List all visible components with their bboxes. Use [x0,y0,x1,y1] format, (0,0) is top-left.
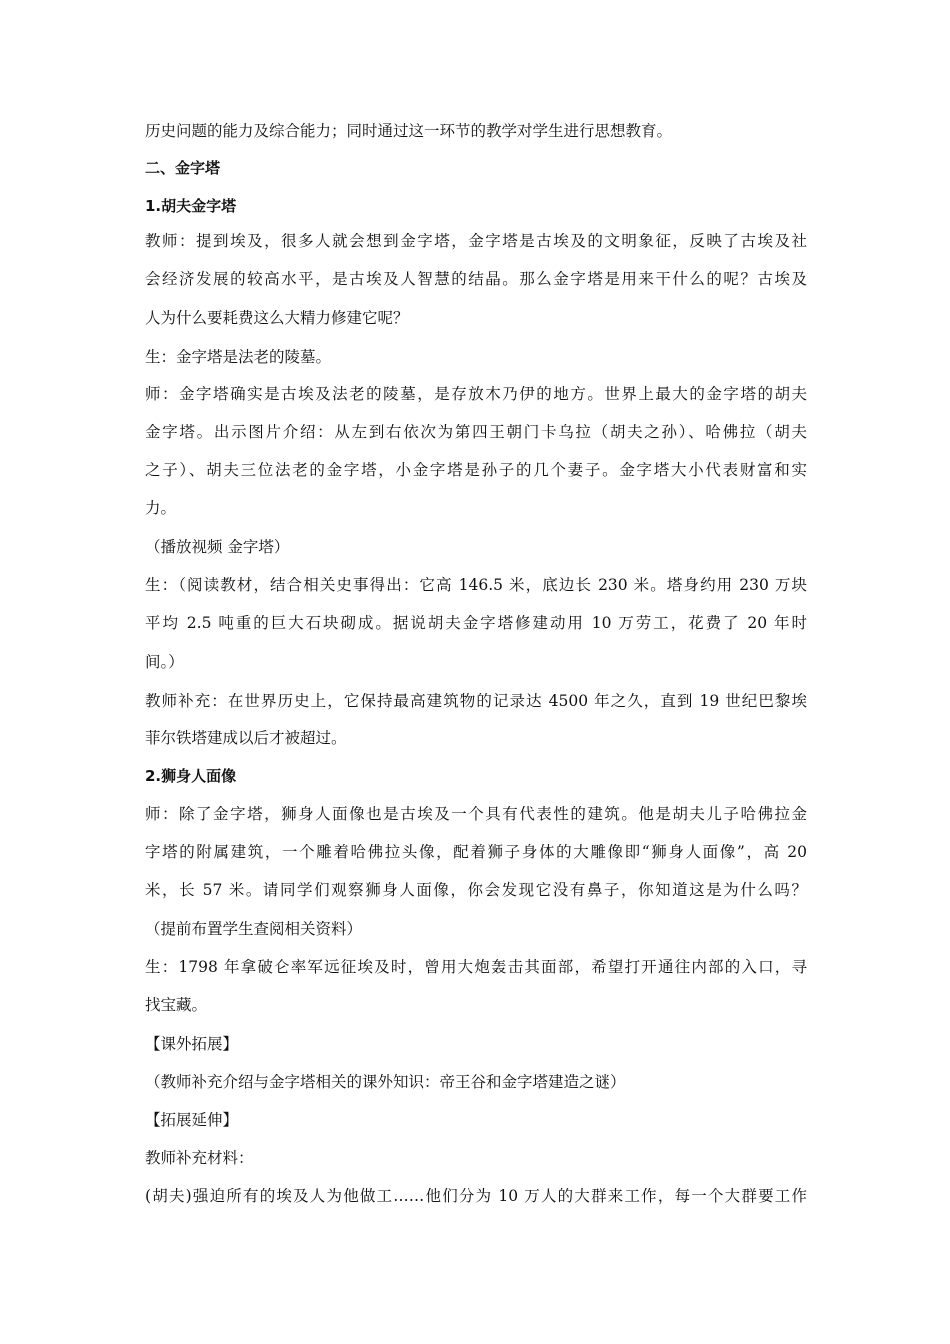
text-line: 菲尔铁塔建成以后才被超过。 [145,729,347,747]
text-line: 教师补充：在世界历史上，它保持最高建筑物的记录达 4500 年之久，直到 19 世纪巴黎埃 [145,692,807,710]
section-heading: 1.胡夫金字塔 [145,197,237,215]
text-line: 生：金字塔是法老的陵墓。 [145,348,332,366]
text-line: 找宝藏。 [145,996,208,1014]
text-line: 米，长 57 米。请同学们观察狮身人面像，你会发现它没有鼻子，你知道这是为什么吗？ [145,881,807,899]
text-line: 平均 2.5 吨重的巨大石块砌成。据说胡夫金字塔修建动用 10 万劳工，花费了 20 年时 [145,614,807,632]
text-line: 历史问题的能力及综合能力；同时通过这一环节的教学对学生进行思想教育。 [145,122,673,140]
text-line: 金字塔。出示图片介绍：从左到右依次为第四王朝门卡乌拉（胡夫之孙）、哈佛拉（胡夫 [145,423,807,441]
text-line: 教师：提到埃及，很多人就会想到金字塔，金字塔是古埃及的文明象征，反映了古埃及社 [145,232,807,250]
text-line: （播放视频 金字塔） [145,538,290,556]
text-line: 力。 [145,499,177,517]
text-line: 人为什么要耗费这么大精力修建它呢？ [145,309,409,327]
text-line: 【拓展延伸】 [145,1111,239,1129]
text-line: 【课外拓展】 [145,1035,239,1053]
text-line: 字塔的附属建筑，一个雕着哈佛拉头像，配着狮子身体的大雕像即“狮身人面像”，高 20 [145,843,807,861]
text-line: 生：1798 年拿破仑率军远征埃及时，曾用大炮轰击其面部，希望打开通往内部的入口，寻 [145,958,807,976]
text-line: (胡夫)强迫所有的埃及人为他做工……他们分为 10 万人的大群来工作，每一个大群要工作 [145,1187,807,1205]
text-line: 生：（阅读教材，结合相关史事得出：它高 146.5 米，底边长 230 米。塔身约用 230 万块 [145,576,807,594]
text-line: 师：金字塔确实是古埃及法老的陵墓，是存放木乃伊的地方。世界上最大的金字塔的胡夫 [145,385,807,403]
text-line: 之子）、胡夫三位法老的金字塔，小金字塔是孙子的几个妻子。金字塔大小代表财富和实 [145,461,807,479]
text-line: （提前布置学生查阅相关资料） [145,920,363,938]
text-line: 间。） [145,653,184,671]
text-line: （教师补充介绍与金字塔相关的课外知识：帝王谷和金字塔建造之谜） [145,1073,626,1091]
text-line: 会经济发展的较高水平，是古埃及人智慧的结晶。那么金字塔是用来干什么的呢？古埃及 [145,270,807,288]
section-heading: 二、金字塔 [145,159,221,177]
text-line: 教师补充材料： [145,1149,254,1167]
section-heading: 2.狮身人面像 [145,767,237,785]
text-line: 师：除了金字塔，狮身人面像也是古埃及一个具有代表性的建筑。他是胡夫儿子哈佛拉金 [145,805,807,823]
